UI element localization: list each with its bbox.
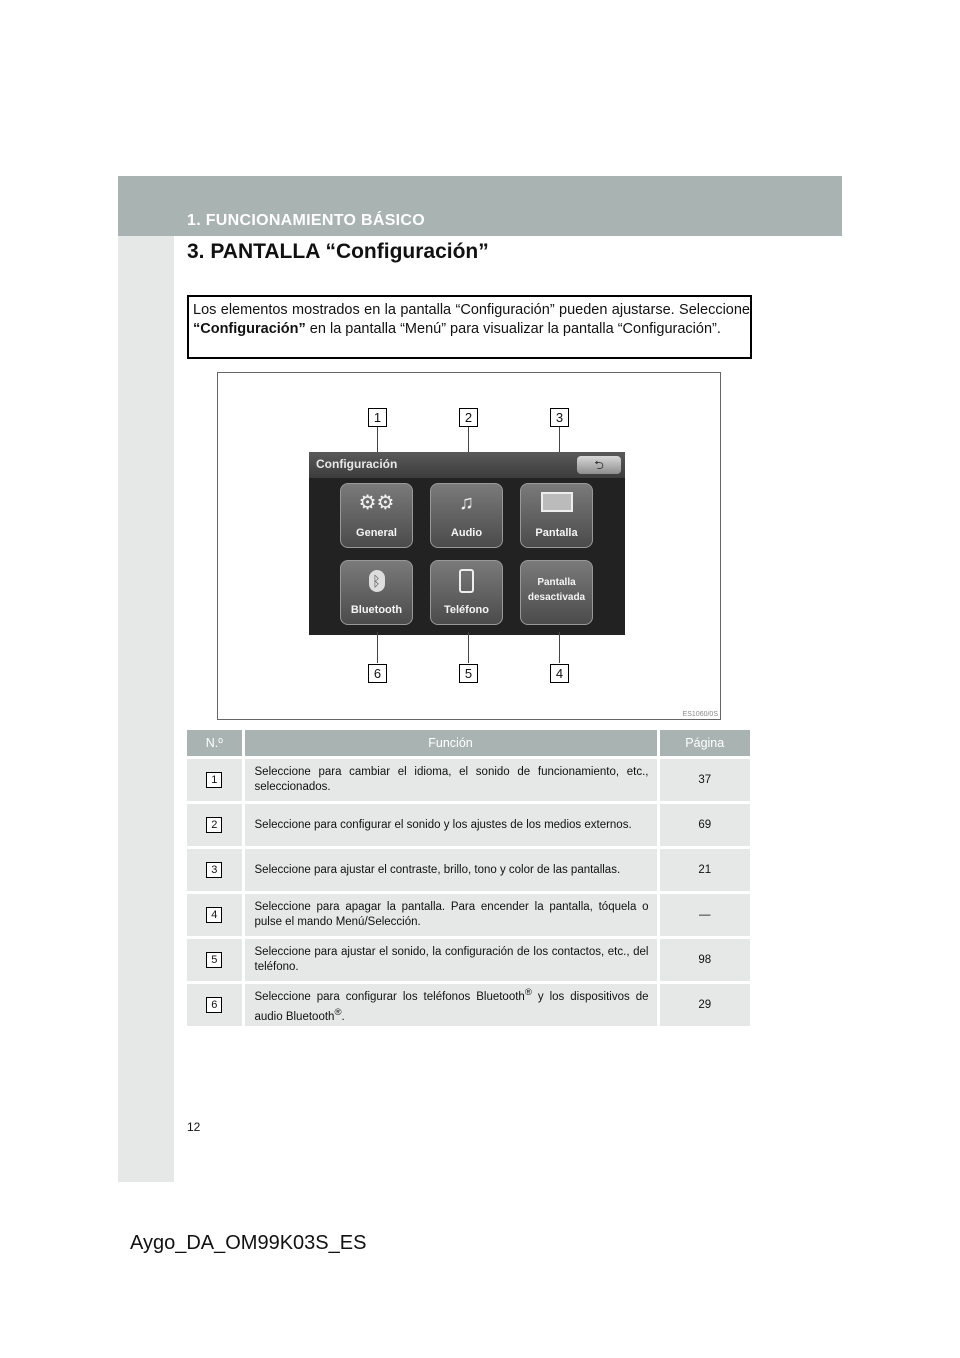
- header-function: Función: [243, 730, 658, 758]
- row-number-box: 2: [206, 817, 222, 833]
- callout-1: 1: [368, 408, 387, 427]
- table-row: [187, 893, 750, 938]
- row-page: —: [658, 893, 750, 938]
- row-number-box: 5: [206, 952, 222, 968]
- row-function-part-c: .: [341, 1010, 345, 1023]
- row-function: Seleccione para apagar la pantalla. Para encender la pantalla, tóquela o pulse el mando Menú/Selección.: [243, 893, 658, 938]
- figure-frame: [217, 372, 721, 720]
- intro-part2: en la pantalla “Menú” para visualizar la pantalla “Configuración”.: [305, 321, 721, 337]
- row-number-box: 4: [206, 907, 222, 923]
- callout-2: 2: [459, 408, 478, 427]
- section-label: 1. FUNCIONAMIENTO BÁSICO: [187, 212, 426, 229]
- callout-6: 6: [368, 664, 387, 683]
- row-function: [243, 983, 658, 1028]
- intro-box: [187, 295, 752, 359]
- tile-bluetooth[interactable]: [340, 560, 413, 625]
- function-table: [187, 730, 750, 1029]
- gears-icon: ⚙⚙: [358, 492, 395, 514]
- tile-general-label: General: [356, 527, 397, 539]
- row-page: 37: [658, 758, 750, 803]
- tile-audio-label: Audio: [450, 527, 483, 539]
- callout-4: 4: [550, 664, 569, 683]
- phone-icon: [431, 569, 502, 598]
- screen-title: Configuración: [316, 457, 398, 471]
- page-number: 12: [187, 1120, 201, 1134]
- row-function: Seleccione para configurar el sonido y los ajustes de los medios externos.: [243, 803, 658, 848]
- header-num: N.º: [187, 730, 243, 758]
- table-row: [187, 803, 750, 848]
- row-number-box: 1: [206, 772, 222, 788]
- leader-line-4: [559, 632, 560, 663]
- table-row: [187, 938, 750, 983]
- header-page: Página: [658, 730, 750, 758]
- page-title: 3. PANTALLA “Configuración”: [187, 240, 489, 263]
- tile-general[interactable]: [340, 483, 413, 548]
- callout-5: 5: [459, 664, 478, 683]
- intro-part1: Los elementos mostrados en la pantalla “Configuración” pueden ajustarse. Seleccione: [193, 302, 750, 318]
- row-number-box: 3: [206, 862, 222, 878]
- leader-line-5: [468, 632, 469, 663]
- display-icon: [521, 492, 592, 517]
- tile-bluetooth-label: Bluetooth: [350, 604, 403, 616]
- row-page: 98: [658, 938, 750, 983]
- music-note-icon: ♫: [459, 492, 474, 514]
- row-function-part-a: Seleccione para configurar los teléfonos Bluetooth: [254, 991, 525, 1003]
- row-function: Seleccione para ajustar el contraste, brillo, tono y color de las pantallas.: [243, 848, 658, 893]
- tile-pantalla-label: Pantalla: [535, 527, 578, 539]
- table-header-row: [187, 730, 750, 758]
- row-page: 21: [658, 848, 750, 893]
- table-row: [187, 848, 750, 893]
- row-page: 29: [658, 983, 750, 1028]
- callout-3: 3: [550, 408, 569, 427]
- row-function: Seleccione para cambiar el idioma, el sonido de funcionamiento, etc., seleccionados.: [243, 758, 658, 803]
- registered-mark: ®: [524, 987, 532, 999]
- intro-text: [193, 301, 750, 339]
- figure-code: ES1060/0S: [682, 711, 718, 718]
- tile-telefono-label: Teléfono: [443, 604, 489, 616]
- config-screen: [309, 452, 625, 635]
- tile-pantalla-desactivada-line1: Pantalla: [537, 577, 576, 588]
- table-row: [187, 983, 750, 1028]
- tile-pantalla-desactivada[interactable]: [520, 560, 593, 625]
- tile-pantalla[interactable]: [520, 483, 593, 548]
- row-function-part-b: y los dispositivos de audio Bluetooth: [254, 991, 649, 1023]
- tile-pantalla-desactivada-line2: desactivada: [527, 592, 586, 603]
- row-page: 69: [658, 803, 750, 848]
- tile-telefono[interactable]: [430, 560, 503, 625]
- tile-pantalla-desactivada-label: [521, 575, 592, 605]
- table-row: [187, 758, 750, 803]
- intro-emphasis: “Configuración”: [193, 321, 306, 337]
- registered-mark: ®: [334, 1007, 342, 1018]
- leader-line-6: [377, 632, 378, 663]
- bluetooth-icon: ᛒ: [341, 569, 412, 592]
- return-arrow-icon[interactable]: ⮌: [577, 456, 621, 474]
- tile-audio[interactable]: [430, 483, 503, 548]
- row-function: Seleccione para ajustar el sonido, la configuración de los contactos, etc., del teléfono.: [243, 938, 658, 983]
- row-number-box: 6: [206, 997, 222, 1013]
- document-code: Aygo_DA_OM99K03S_ES: [130, 1232, 367, 1254]
